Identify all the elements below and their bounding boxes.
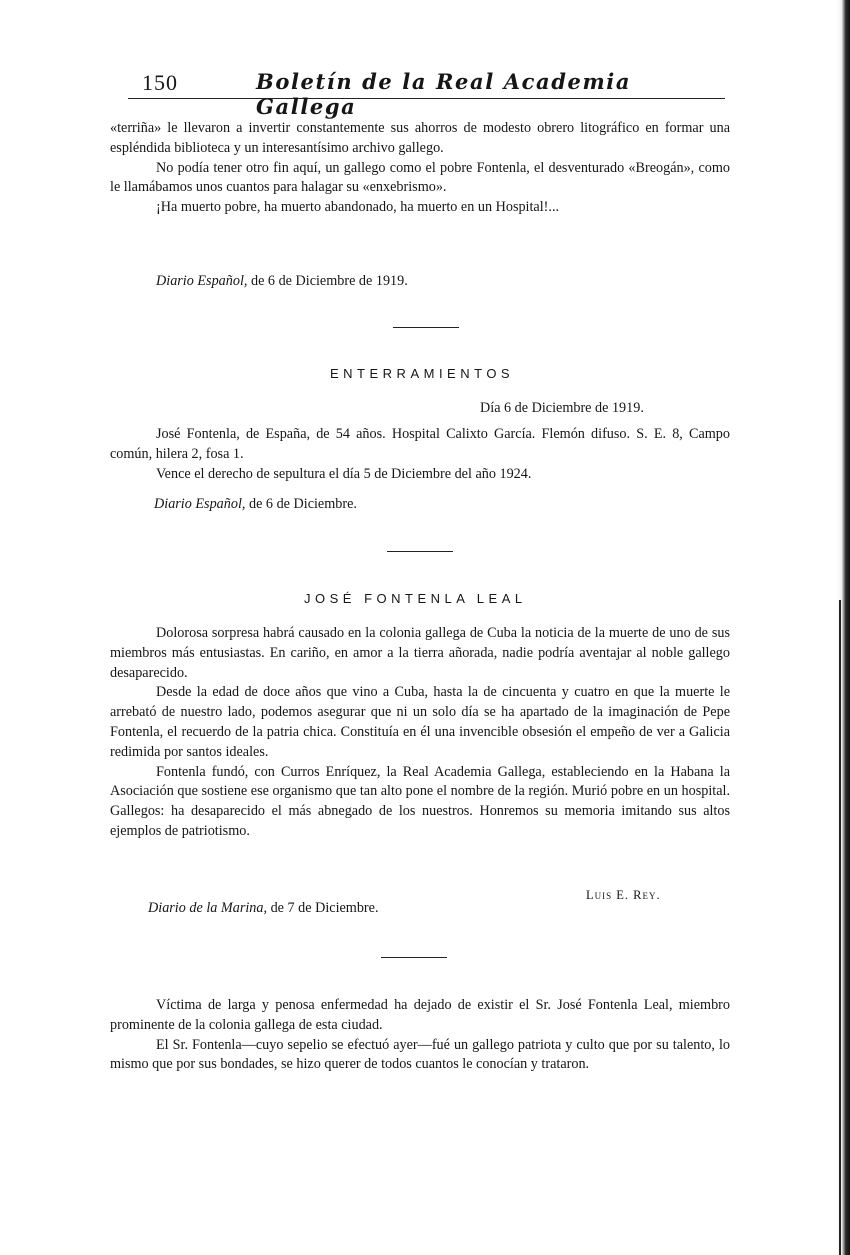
section-divider <box>381 957 447 958</box>
paragraph: No podía tener otro fin aquí, un gallego como el pobre Fontenla, el desventurado «Breogán», como le llamábamos unos cuantos para halagar su «enxebrismo». <box>110 159 730 196</box>
obituary-notice <box>110 996 730 1075</box>
paragraph: Desde la edad de doce años que vino a Cuba, hasta la de cincuenta y cuatro en que la muerte le arrebató de nuestro lado, podemos asegurar que ni un solo día se ha apartado de la imaginación de Pepe Fontenla, el recuerdo de la patria chica. Constituía en él una invencible obsesión el empeño de ver a Galicia redimida por santos ideales. <box>110 684 730 760</box>
journal-title: Boletín de la Real Academia Gallega <box>256 69 632 119</box>
section-divider <box>387 551 453 552</box>
article-continuation <box>110 119 730 218</box>
section-title: ENTERRAMIENTOS <box>330 366 515 381</box>
source-date: de 7 de Diciembre. <box>267 900 379 916</box>
newspaper-name: Diario de la Marina, <box>148 900 268 916</box>
paragraph: Víctima de larga y penosa enfermedad ha dejado de existir el Sr. José Fontenla Leal, miembro prominente de la colonia gallega de esta ciudad. <box>110 997 730 1033</box>
section-title: JOSÉ FONTENLA LEAL <box>304 591 527 606</box>
obituary-article <box>110 624 730 842</box>
dateline: Día 6 de Diciembre de 1919. <box>480 400 644 416</box>
source-date: de 6 de Diciembre de 1919. <box>247 273 408 289</box>
paragraph: Vence el derecho de sepultura el día 5 de Diciembre del año 1924. <box>156 465 532 482</box>
paragraph: El Sr. Fontenla—cuyo sepelio se efectuó ayer—fué un gallego patriota y culto que por su talento, lo mismo que por sus bondades, se hizo querer de todos cuantos le conocían y trataron. <box>110 1036 730 1073</box>
newspaper-name: Diario Español, <box>156 273 248 289</box>
page-number: 150 <box>142 70 178 95</box>
paragraph: Fontenla fundó, con Curros Enríquez, la Real Academia Gallega, estableciendo en la Habana la Asociación que sostiene ese organismo que tan alto pone el nombre de la región. Murió pobre en un hospital. Gallegos: ha desaparecido el más abnegado de los nuestros. Honremos su memoria imitando sus altos ejemplos de patriotismo. <box>110 763 730 839</box>
paragraph: «terriña» le llevaron a invertir constantemente sus ahorros de modesto obrero litográfico en formar una espléndida biblioteca y un interesantísimo archivo gallego. <box>110 120 730 156</box>
article-source <box>148 900 379 917</box>
article-source <box>154 496 357 513</box>
paragraph: José Fontenla, de España, de 54 años. Hospital Calixto García. Flemón difuso. S. E. 8, Campo común, hilera 2, fosa 1. <box>110 426 730 462</box>
burial-record <box>110 425 730 484</box>
section-divider <box>393 327 459 328</box>
paragraph: Dolorosa sorpresa habrá causado en la colonia gallega de Cuba la noticia de la muerte de uno de sus miembros más entusiastas. En cariño, en amor a la tierra añorada, nadie podría aventajar al noble gallego desaparecido. <box>110 625 730 681</box>
article-source <box>156 273 408 290</box>
newspaper-name: Diario Español, <box>154 496 246 512</box>
signature: Luis E. Rey. <box>586 888 661 902</box>
paragraph: ¡Ha muerto pobre, ha muerto abandonado, ha muerto en un Hospital!... <box>156 199 560 216</box>
source-date: de 6 de Diciembre. <box>245 496 357 512</box>
running-head <box>128 68 725 119</box>
scan-edge-line <box>839 600 841 1255</box>
